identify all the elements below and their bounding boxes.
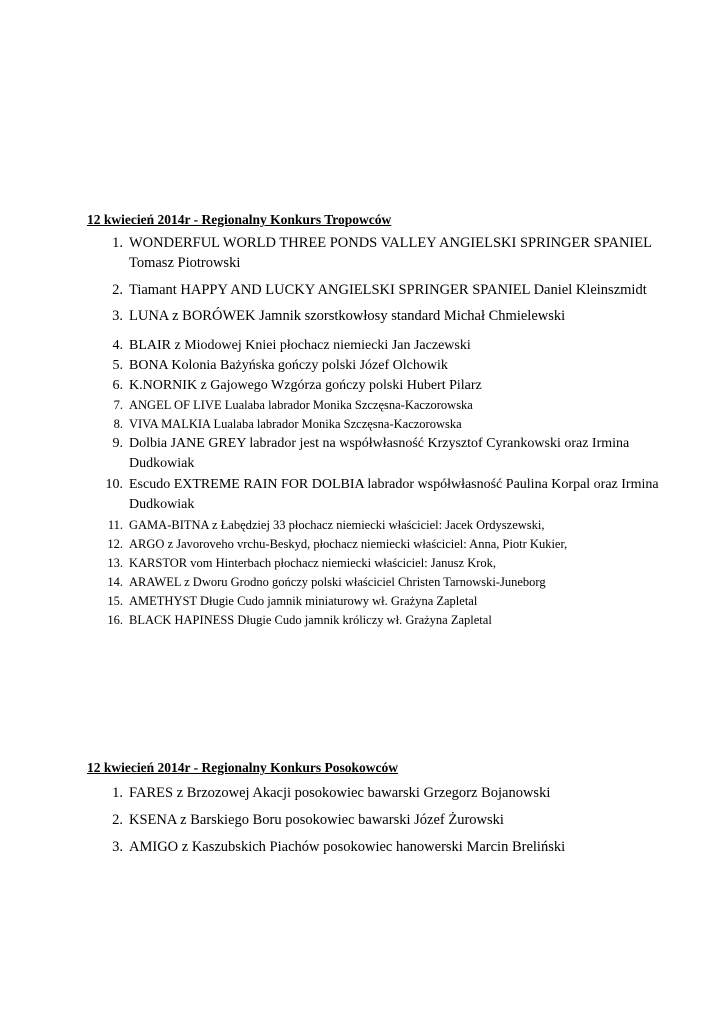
list-item: [87, 356, 664, 376]
item-text: BLACK HAPINESS Długie Cudo jamnik króliczy wł. Grażyna Zapletal: [129, 613, 492, 627]
list-item: [87, 233, 664, 273]
item-number: 3.: [112, 308, 123, 324]
section-heading: 12 kwiecień 2014r - Regionalny Konkurs Posokowców: [87, 760, 399, 775]
item-text: AMETHYST Długie Cudo jamnik miniaturowy wł. Grażyna Zapletal: [129, 594, 478, 608]
item-number: 13.: [107, 556, 123, 570]
item-number: 11.: [107, 518, 123, 532]
item-text: KSENA z Barskiego Boru posokowiec bawarski Józef Żurowski: [129, 812, 504, 828]
item-number: 2.: [112, 812, 123, 828]
list-item: [87, 573, 664, 592]
item-number: 15.: [107, 594, 123, 608]
item-number: 14.: [107, 575, 123, 589]
item-number: 2.: [112, 282, 123, 298]
item-text: VIVA MALKIA Lualaba labrador Monika Szczęsna-Kaczorowska: [129, 417, 462, 431]
item-text: Dolbia JANE GREY labrador jest na współwłasność Krzysztof Cyrankowski oraz Irmina Dudkowiak: [129, 436, 630, 471]
list-item: [87, 280, 664, 300]
item-text: FARES z Brzozowej Akacji posokowiec bawarski Grzegorz Bojanowski: [129, 785, 551, 801]
item-number: 1.: [112, 785, 123, 801]
item-number: 9.: [112, 436, 123, 451]
list-item: [87, 611, 664, 630]
list-item: [87, 306, 664, 326]
item-number: 1.: [112, 235, 123, 251]
list-item: [87, 837, 664, 857]
item-number: 7.: [113, 398, 123, 412]
list-item: [87, 376, 664, 396]
list-item: [87, 434, 664, 474]
list-item: [87, 516, 664, 535]
list-item: [87, 336, 664, 356]
item-text: BLAIR z Miodowej Knieі płochacz niemiecki Jan Jaczewski: [129, 338, 471, 353]
section-heading: 12 kwiecień 2014r - Regionalny Konkurs Tropowców: [87, 212, 392, 227]
list-item: [87, 475, 664, 515]
item-number: 12.: [107, 537, 123, 551]
item-number: 6.: [112, 378, 123, 393]
item-number: 4.: [112, 338, 123, 353]
item-text: WONDERFUL WORLD THREE PONDS VALLEY ANGIELSKI SPRINGER SPANIEL Tomasz Piotrowski: [129, 235, 652, 271]
item-text: ARGO z Javoroveho vrchu-Beskyd, płochacz niemiecki właściciel: Anna, Piotr Kukier,: [129, 537, 568, 551]
list-item: [87, 396, 664, 415]
item-number: 5.: [112, 358, 123, 373]
item-number: 10.: [105, 477, 123, 492]
item-text: K.NORNIK z Gajowego Wzgórza gończy polski Hubert Pilarz: [129, 378, 482, 393]
section-posokowcow: [87, 759, 664, 857]
item-text: AMIGO z Kaszubskich Piachów posokowiec hanowerski Marcin Breliński: [129, 839, 566, 855]
item-number: 3.: [112, 839, 123, 855]
item-text: ANGEL OF LIVE Lualaba labrador Monika Szczęsna-Kaczorowska: [129, 398, 473, 412]
item-number: 8.: [113, 417, 123, 431]
section-tropowcow: [87, 211, 664, 630]
list-item: [87, 810, 664, 830]
item-text: ARAWEL z Dworu Grodno gończy polski właściciel Christen Tarnowski-Juneborg: [129, 575, 546, 589]
list-item: [87, 592, 664, 611]
list-item: [87, 554, 664, 573]
item-text: Tiamant HAPPY AND LUCKY ANGIELSKI SPRINGER SPANIEL Daniel Kleinszmidt: [129, 282, 647, 298]
list-item: [87, 415, 664, 434]
item-text: GAMA-BITNA z Łabędziej 33 płochacz niemiecki właściciel: Jacek Ordyszewski,: [129, 518, 545, 532]
item-text: KARSTOR vom Hinterbach płochacz niemiecki właściciel: Janusz Krok,: [129, 556, 497, 570]
item-text: BONA Kolonia Bażyńska gończy polski Józef Olchowik: [129, 358, 448, 373]
item-text: LUNA z BORÓWEK Jamnik szorstkowłosy standard Michał Chmielewski: [129, 308, 566, 324]
item-text: Escudo EXTREME RAIN FOR DOLBIA labrador współwłasność Paulina Korpal oraz Irmina Dudkowiak: [129, 477, 659, 512]
list-item: [87, 535, 664, 554]
item-number: 16.: [107, 613, 123, 627]
list-item: [87, 783, 664, 803]
